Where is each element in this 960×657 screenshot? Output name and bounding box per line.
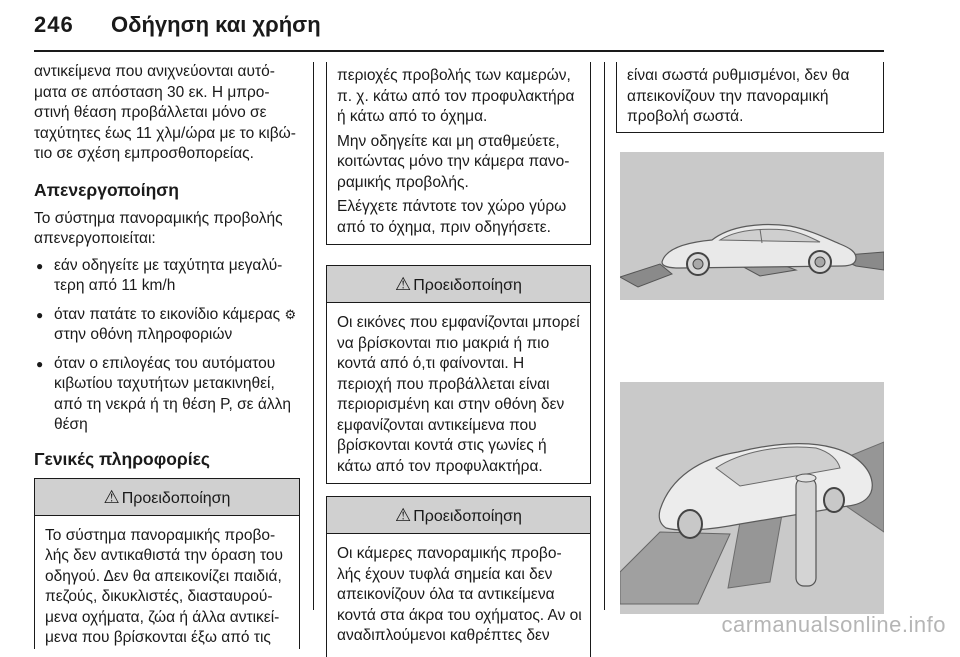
deactivation-heading: Απενεργοποίηση xyxy=(34,179,179,200)
page-title: Οδήγηση και χρήση xyxy=(111,12,321,37)
list-item: ● εάν οδηγείτε με ταχύτητα μεγαλύ- τερη από 11 km/h xyxy=(34,256,300,297)
column-3 xyxy=(616,62,884,133)
warning-box xyxy=(34,478,300,649)
warning-continuation-text: είναι σωστά ρυθμισμένοι, δεν θα απεικονίζουν την πανοραμική προβολή σωστά. xyxy=(627,67,850,125)
warning-text: Οι εικόνες που εμφανίζονται μπορεί να βρίσκονται πιο μακριά ή πιο κοντά από ό,τι φαίνονται. Η περιοχή που προβάλλεται είναι περιορισμένη και στην οθόνη δεν εμφανίζονται αντικείμενα που βρίσκονται κοντά στις γωνίες ή κάτω από τον προφυλακτήρα. xyxy=(337,314,580,475)
list-item: ● όταν ο επιλογέας του αυτόματου κιβωτίου ταχυτήτων μετακινηθεί, από τη νεκρά ή τη θέση P, σε άλλη θέση xyxy=(34,354,300,436)
warning-para-2: Μην οδηγείτε και μη σταθμεύετε, κοιτώντας μόνο την κάμερα πανο- ραμικής προβολής. xyxy=(337,132,570,191)
column-divider-2 xyxy=(604,62,605,610)
warning-header xyxy=(327,266,590,303)
warning-title: Προειδοποίηση xyxy=(413,508,522,525)
camera-coverage-illustration-side xyxy=(620,152,884,300)
warning-continuation-box xyxy=(616,62,884,133)
warning-triangle-icon: ⚠ xyxy=(395,274,412,294)
warning-title: Προειδοποίηση xyxy=(413,277,522,294)
warning-box xyxy=(326,496,591,657)
bullet-text-prefix: όταν πατάτε το εικονίδιο κάμερας xyxy=(54,305,281,323)
warning-text: Το σύστημα πανοραμικής προβο- λής δεν αντικαθιστά την όραση του οδηγού. Δεν θα απεικονίζει παιδιά, πεζούς, δικυκλιστές, διασταυρού- μενα οχήματα, ζώα ή άλλα αντικεί- μενα που βρίσκονται έξω από τις xyxy=(45,526,284,646)
warning-header xyxy=(35,479,299,516)
warning-triangle-icon: ⚠ xyxy=(395,505,412,525)
warning-header xyxy=(327,497,590,534)
general-info-heading: Γενικές πληροφορίες xyxy=(34,448,211,469)
deactivation-list xyxy=(34,256,300,436)
warning-triangle-icon: ⚠ xyxy=(103,486,120,507)
warning-text: Οι κάμερες πανοραμικής προβο- λής έχουν τυφλά σημεία και δεν απεικονίζουν όλα τα αντικείμενα κοντά στα άκρα του οχήματος. Αν οι αναδιπλούμενοι καθρέπτες δεν xyxy=(337,545,582,644)
warning-continuation-box xyxy=(326,62,591,245)
warning-continuation-text: περιοχές προβολής των καμερών, π. χ. κάτω από τον προφυλακτήρα ή κάτω από το όχημα. xyxy=(337,67,575,125)
bullet-text-suffix: στην οθόνη πληροφοριών xyxy=(54,326,233,343)
column-1 xyxy=(34,62,300,649)
warning-title: Προειδοποίηση xyxy=(121,489,231,507)
watermark: carmanualsonline.info xyxy=(721,612,946,637)
list-item xyxy=(34,305,300,346)
warning-box xyxy=(326,265,591,484)
camera-coverage-illustration-perspective xyxy=(620,382,884,614)
warning-para-3: Ελέγχετε πάντοτε τον χώρο γύρω από το όχημα, πριν οδηγήσετε. xyxy=(337,198,567,236)
car-side-view-graphic xyxy=(620,152,884,300)
column-2 xyxy=(326,62,591,657)
column-divider-1 xyxy=(313,62,314,610)
car-perspective-view-graphic xyxy=(620,382,884,614)
header-rule xyxy=(34,50,884,52)
intro-paragraph: αντικείμενα που ανιχνεύονται αυτό- ματα σε απόσταση 30 εκ. Η μπρο- στινή θέαση προβάλλεται μόνο σε ταχύτητες έως 11 χλμ/ώρα με το κιβώ- τιο σε σχέση εμπροσθοπορείας. xyxy=(34,63,296,162)
camera-gear-icon: ⚙ xyxy=(284,306,297,322)
deactivation-text: Το σύστημα πανοραμικής προβολής απενεργοποιείται: xyxy=(34,209,283,247)
page-number: 246 xyxy=(34,12,74,37)
